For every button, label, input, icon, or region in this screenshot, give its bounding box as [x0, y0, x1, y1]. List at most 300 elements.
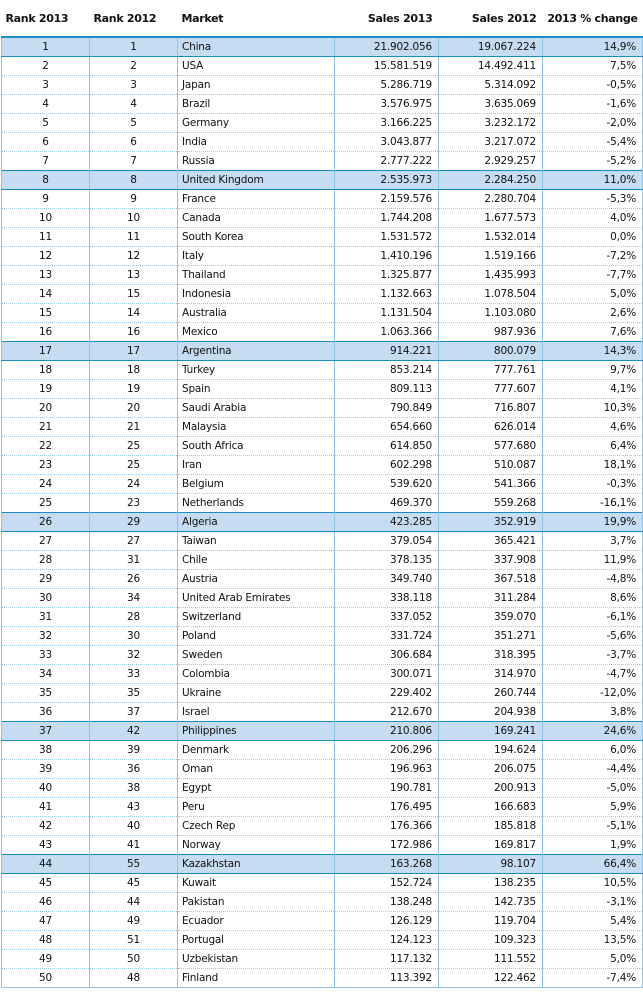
cell-pct-change: 6,4%: [543, 437, 643, 456]
cell-sales-2012: 365.421: [439, 532, 543, 551]
cell-pct-change: 7,5%: [543, 57, 643, 76]
cell-pct-change: -0,5%: [543, 76, 643, 95]
cell-sales-2013: 349.740: [335, 570, 439, 589]
cell-sales-2012: 3.232.172: [439, 114, 543, 133]
cell-market: Kuwait: [178, 874, 335, 893]
cell-rank-2013: 11: [2, 228, 90, 247]
cell-sales-2012: 14.492.411: [439, 57, 543, 76]
table-row: [2, 589, 643, 608]
header-sales-2013: Sales 2013: [335, 0, 439, 37]
cell-pct-change: 4,0%: [543, 209, 643, 228]
table-row: [2, 950, 643, 969]
table-row: [2, 342, 643, 361]
cell-sales-2012: 119.704: [439, 912, 543, 931]
cell-pct-change: 11,0%: [543, 171, 643, 190]
cell-sales-2012: 1.435.993: [439, 266, 543, 285]
cell-sales-2012: 166.683: [439, 798, 543, 817]
cell-sales-2013: 113.392: [335, 969, 439, 988]
cell-pct-change: -5,2%: [543, 152, 643, 171]
table-row: [2, 741, 643, 760]
cell-sales-2013: 206.296: [335, 741, 439, 760]
cell-rank-2012: 28: [90, 608, 178, 627]
cell-market: Colombia: [178, 665, 335, 684]
cell-sales-2012: 2.280.704: [439, 190, 543, 209]
cell-market: Argentina: [178, 342, 335, 361]
cell-rank-2013: 46: [2, 893, 90, 912]
cell-rank-2013: 17: [2, 342, 90, 361]
cell-rank-2012: 37: [90, 703, 178, 722]
cell-pct-change: -5,6%: [543, 627, 643, 646]
cell-sales-2013: 853.214: [335, 361, 439, 380]
cell-rank-2013: 1: [2, 37, 90, 57]
cell-rank-2013: 41: [2, 798, 90, 817]
cell-sales-2013: 1.531.572: [335, 228, 439, 247]
cell-rank-2012: 34: [90, 589, 178, 608]
table-row: [2, 722, 643, 741]
cell-pct-change: 3,8%: [543, 703, 643, 722]
table-row: [2, 114, 643, 133]
cell-pct-change: -1,6%: [543, 95, 643, 114]
cell-pct-change: 24,6%: [543, 722, 643, 741]
table-body: [2, 37, 643, 988]
cell-sales-2013: 338.118: [335, 589, 439, 608]
cell-pct-change: -7,2%: [543, 247, 643, 266]
cell-rank-2012: 51: [90, 931, 178, 950]
cell-pct-change: 11,9%: [543, 551, 643, 570]
cell-pct-change: -5,3%: [543, 190, 643, 209]
cell-sales-2013: 790.849: [335, 399, 439, 418]
table-row: [2, 228, 643, 247]
cell-market: Canada: [178, 209, 335, 228]
cell-rank-2013: 3: [2, 76, 90, 95]
cell-rank-2013: 19: [2, 380, 90, 399]
cell-market: Belgium: [178, 475, 335, 494]
cell-sales-2013: 1.131.504: [335, 304, 439, 323]
cell-rank-2012: 42: [90, 722, 178, 741]
cell-market: United Kingdom: [178, 171, 335, 190]
cell-rank-2012: 25: [90, 456, 178, 475]
cell-pct-change: 5,9%: [543, 798, 643, 817]
cell-rank-2012: 12: [90, 247, 178, 266]
cell-pct-change: 1,9%: [543, 836, 643, 855]
cell-pct-change: -7,7%: [543, 266, 643, 285]
cell-pct-change: 13,5%: [543, 931, 643, 950]
cell-sales-2013: 5.286.719: [335, 76, 439, 95]
cell-market: France: [178, 190, 335, 209]
cell-sales-2013: 1.744.208: [335, 209, 439, 228]
cell-rank-2013: 18: [2, 361, 90, 380]
cell-rank-2013: 2: [2, 57, 90, 76]
cell-sales-2013: 190.781: [335, 779, 439, 798]
cell-pct-change: 10,5%: [543, 874, 643, 893]
cell-rank-2012: 26: [90, 570, 178, 589]
cell-market: Oman: [178, 760, 335, 779]
cell-rank-2013: 36: [2, 703, 90, 722]
cell-market: Kazakhstan: [178, 855, 335, 874]
cell-pct-change: -4,8%: [543, 570, 643, 589]
cell-sales-2012: 716.807: [439, 399, 543, 418]
cell-rank-2012: 10: [90, 209, 178, 228]
cell-sales-2012: 138.235: [439, 874, 543, 893]
cell-market: Denmark: [178, 741, 335, 760]
table-row: [2, 532, 643, 551]
cell-rank-2013: 45: [2, 874, 90, 893]
header-rank-2013: Rank 2013: [2, 0, 90, 37]
cell-sales-2013: 469.370: [335, 494, 439, 513]
cell-market: Ukraine: [178, 684, 335, 703]
cell-sales-2012: 169.241: [439, 722, 543, 741]
cell-rank-2012: 44: [90, 893, 178, 912]
cell-market: Thailand: [178, 266, 335, 285]
cell-pct-change: 5,0%: [543, 285, 643, 304]
cell-sales-2012: 19.067.224: [439, 37, 543, 57]
cell-rank-2012: 45: [90, 874, 178, 893]
cell-pct-change: -3,1%: [543, 893, 643, 912]
cell-rank-2013: 29: [2, 570, 90, 589]
cell-market: Australia: [178, 304, 335, 323]
table-row: [2, 760, 643, 779]
cell-sales-2013: 602.298: [335, 456, 439, 475]
cell-market: Egypt: [178, 779, 335, 798]
cell-rank-2012: 2: [90, 57, 178, 76]
cell-market: Spain: [178, 380, 335, 399]
table-row: [2, 551, 643, 570]
cell-market: Austria: [178, 570, 335, 589]
cell-rank-2012: 19: [90, 380, 178, 399]
table-row: [2, 57, 643, 76]
cell-rank-2013: 40: [2, 779, 90, 798]
cell-sales-2012: 1.078.504: [439, 285, 543, 304]
cell-sales-2013: 229.402: [335, 684, 439, 703]
cell-pct-change: 14,3%: [543, 342, 643, 361]
cell-sales-2013: 163.268: [335, 855, 439, 874]
table-row: [2, 380, 643, 399]
cell-sales-2013: 331.724: [335, 627, 439, 646]
cell-sales-2013: 172.986: [335, 836, 439, 855]
cell-sales-2013: 1.132.663: [335, 285, 439, 304]
cell-pct-change: -5,0%: [543, 779, 643, 798]
cell-sales-2013: 15.581.519: [335, 57, 439, 76]
table-row: [2, 152, 643, 171]
cell-sales-2013: 196.963: [335, 760, 439, 779]
cell-rank-2012: 31: [90, 551, 178, 570]
table-row: [2, 171, 643, 190]
cell-sales-2013: 126.129: [335, 912, 439, 931]
cell-market: Taiwan: [178, 532, 335, 551]
cell-sales-2012: 314.970: [439, 665, 543, 684]
cell-rank-2013: 24: [2, 475, 90, 494]
cell-pct-change: -5,4%: [543, 133, 643, 152]
cell-sales-2013: 210.806: [335, 722, 439, 741]
cell-rank-2012: 36: [90, 760, 178, 779]
table-row: [2, 817, 643, 836]
cell-sales-2013: 539.620: [335, 475, 439, 494]
cell-sales-2013: 21.902.056: [335, 37, 439, 57]
cell-sales-2012: 260.744: [439, 684, 543, 703]
cell-rank-2013: 42: [2, 817, 90, 836]
cell-rank-2012: 7: [90, 152, 178, 171]
cell-market: Brazil: [178, 95, 335, 114]
cell-rank-2012: 11: [90, 228, 178, 247]
cell-market: Finland: [178, 969, 335, 988]
cell-market: Norway: [178, 836, 335, 855]
cell-sales-2013: 176.495: [335, 798, 439, 817]
cell-rank-2012: 15: [90, 285, 178, 304]
cell-market: Sweden: [178, 646, 335, 665]
cell-rank-2013: 7: [2, 152, 90, 171]
cell-rank-2012: 38: [90, 779, 178, 798]
table-row: [2, 855, 643, 874]
cell-rank-2013: 35: [2, 684, 90, 703]
cell-rank-2012: 49: [90, 912, 178, 931]
cell-market: Turkey: [178, 361, 335, 380]
cell-sales-2012: 3.217.072: [439, 133, 543, 152]
cell-rank-2013: 21: [2, 418, 90, 437]
table-row: [2, 608, 643, 627]
cell-pct-change: 0,0%: [543, 228, 643, 247]
cell-rank-2012: 4: [90, 95, 178, 114]
table-row: [2, 627, 643, 646]
cell-sales-2013: 212.670: [335, 703, 439, 722]
cell-rank-2013: 47: [2, 912, 90, 931]
cell-rank-2013: 43: [2, 836, 90, 855]
cell-sales-2013: 2.777.222: [335, 152, 439, 171]
cell-market: India: [178, 133, 335, 152]
cell-sales-2013: 1.063.366: [335, 323, 439, 342]
cell-market: Portugal: [178, 931, 335, 950]
cell-sales-2012: 626.014: [439, 418, 543, 437]
cell-rank-2012: 48: [90, 969, 178, 988]
cell-sales-2012: 122.462: [439, 969, 543, 988]
cell-rank-2012: 13: [90, 266, 178, 285]
table-row: [2, 475, 643, 494]
cell-rank-2012: 41: [90, 836, 178, 855]
cell-market: South Africa: [178, 437, 335, 456]
cell-pct-change: -3,7%: [543, 646, 643, 665]
cell-rank-2013: 31: [2, 608, 90, 627]
cell-rank-2013: 6: [2, 133, 90, 152]
cell-sales-2012: 1.519.166: [439, 247, 543, 266]
cell-rank-2013: 37: [2, 722, 90, 741]
cell-rank-2013: 28: [2, 551, 90, 570]
cell-rank-2012: 16: [90, 323, 178, 342]
cell-rank-2013: 9: [2, 190, 90, 209]
cell-sales-2013: 423.285: [335, 513, 439, 532]
cell-sales-2012: 359.070: [439, 608, 543, 627]
cell-rank-2013: 14: [2, 285, 90, 304]
cell-market: Ecuador: [178, 912, 335, 931]
table-row: [2, 703, 643, 722]
cell-pct-change: 14,9%: [543, 37, 643, 57]
cell-pct-change: 6,0%: [543, 741, 643, 760]
cell-sales-2012: 200.913: [439, 779, 543, 798]
cell-market: United Arab Emirates: [178, 589, 335, 608]
cell-rank-2012: 9: [90, 190, 178, 209]
cell-sales-2012: 559.268: [439, 494, 543, 513]
cell-market: Philippines: [178, 722, 335, 741]
cell-sales-2013: 914.221: [335, 342, 439, 361]
cell-rank-2012: 17: [90, 342, 178, 361]
cell-market: Indonesia: [178, 285, 335, 304]
cell-sales-2012: 2.284.250: [439, 171, 543, 190]
cell-sales-2013: 378.135: [335, 551, 439, 570]
cell-sales-2013: 1.410.196: [335, 247, 439, 266]
table-row: [2, 361, 643, 380]
cell-sales-2012: 109.323: [439, 931, 543, 950]
cell-sales-2012: 318.395: [439, 646, 543, 665]
table-row: [2, 399, 643, 418]
cell-sales-2012: 194.624: [439, 741, 543, 760]
cell-rank-2012: 32: [90, 646, 178, 665]
cell-sales-2013: 654.660: [335, 418, 439, 437]
header-market: Market: [178, 0, 335, 37]
table-row: [2, 570, 643, 589]
cell-rank-2013: 27: [2, 532, 90, 551]
cell-rank-2012: 29: [90, 513, 178, 532]
cell-sales-2013: 176.366: [335, 817, 439, 836]
cell-market: Chile: [178, 551, 335, 570]
cell-rank-2012: 40: [90, 817, 178, 836]
table-row: [2, 247, 643, 266]
cell-rank-2012: 3: [90, 76, 178, 95]
cell-rank-2013: 25: [2, 494, 90, 513]
cell-sales-2012: 800.079: [439, 342, 543, 361]
cell-market: Iran: [178, 456, 335, 475]
cell-rank-2013: 50: [2, 969, 90, 988]
cell-pct-change: -4,4%: [543, 760, 643, 779]
cell-market: Peru: [178, 798, 335, 817]
cell-rank-2013: 5: [2, 114, 90, 133]
cell-rank-2013: 38: [2, 741, 90, 760]
table-row: [2, 133, 643, 152]
cell-rank-2013: 12: [2, 247, 90, 266]
table-row: [2, 266, 643, 285]
table-row: [2, 190, 643, 209]
cell-sales-2013: 306.684: [335, 646, 439, 665]
cell-rank-2012: 14: [90, 304, 178, 323]
cell-rank-2013: 13: [2, 266, 90, 285]
cell-pct-change: -5,1%: [543, 817, 643, 836]
cell-sales-2012: 352.919: [439, 513, 543, 532]
cell-pct-change: 3,7%: [543, 532, 643, 551]
table-row: [2, 456, 643, 475]
cell-rank-2013: 20: [2, 399, 90, 418]
table-row: [2, 209, 643, 228]
cell-sales-2013: 300.071: [335, 665, 439, 684]
cell-rank-2013: 16: [2, 323, 90, 342]
cell-sales-2012: 111.552: [439, 950, 543, 969]
cell-rank-2013: 4: [2, 95, 90, 114]
cell-sales-2012: 1.532.014: [439, 228, 543, 247]
cell-market: USA: [178, 57, 335, 76]
header-sales-2012: Sales 2012: [439, 0, 543, 37]
cell-rank-2012: 5: [90, 114, 178, 133]
cell-market: China: [178, 37, 335, 57]
cell-sales-2012: 2.929.257: [439, 152, 543, 171]
cell-rank-2013: 30: [2, 589, 90, 608]
cell-sales-2013: 3.043.877: [335, 133, 439, 152]
table-row: [2, 836, 643, 855]
cell-rank-2013: 34: [2, 665, 90, 684]
table-row: [2, 912, 643, 931]
cell-market: Israel: [178, 703, 335, 722]
cell-sales-2012: 311.284: [439, 589, 543, 608]
cell-pct-change: 5,0%: [543, 950, 643, 969]
cell-pct-change: 5,4%: [543, 912, 643, 931]
cell-sales-2012: 577.680: [439, 437, 543, 456]
cell-market: Mexico: [178, 323, 335, 342]
cell-sales-2012: 510.087: [439, 456, 543, 475]
header-row: [2, 0, 643, 37]
table-row: [2, 969, 643, 988]
cell-sales-2013: 337.052: [335, 608, 439, 627]
cell-pct-change: -0,3%: [543, 475, 643, 494]
cell-rank-2013: 26: [2, 513, 90, 532]
cell-rank-2012: 20: [90, 399, 178, 418]
cell-pct-change: 8,6%: [543, 589, 643, 608]
table-row: [2, 285, 643, 304]
cell-pct-change: 18,1%: [543, 456, 643, 475]
cell-market: Russia: [178, 152, 335, 171]
table-row: [2, 95, 643, 114]
cell-market: Czech Rep: [178, 817, 335, 836]
cell-pct-change: 10,3%: [543, 399, 643, 418]
cell-sales-2013: 2.159.576: [335, 190, 439, 209]
cell-rank-2012: 8: [90, 171, 178, 190]
cell-sales-2012: 206.075: [439, 760, 543, 779]
cell-sales-2012: 1.103.080: [439, 304, 543, 323]
cell-sales-2013: 138.248: [335, 893, 439, 912]
cell-market: Italy: [178, 247, 335, 266]
table-row: [2, 494, 643, 513]
cell-rank-2013: 22: [2, 437, 90, 456]
cell-rank-2012: 1: [90, 37, 178, 57]
cell-rank-2012: 25: [90, 437, 178, 456]
cell-rank-2013: 23: [2, 456, 90, 475]
cell-sales-2013: 124.123: [335, 931, 439, 950]
cell-rank-2012: 21: [90, 418, 178, 437]
cell-rank-2013: 8: [2, 171, 90, 190]
cell-sales-2013: 809.113: [335, 380, 439, 399]
table-row: [2, 684, 643, 703]
table-row: [2, 513, 643, 532]
cell-market: Germany: [178, 114, 335, 133]
cell-sales-2012: 541.366: [439, 475, 543, 494]
cell-rank-2013: 48: [2, 931, 90, 950]
cell-pct-change: -6,1%: [543, 608, 643, 627]
cell-pct-change: -2,0%: [543, 114, 643, 133]
cell-sales-2013: 117.132: [335, 950, 439, 969]
cell-market: South Korea: [178, 228, 335, 247]
table-row: [2, 798, 643, 817]
cell-rank-2012: 55: [90, 855, 178, 874]
cell-rank-2013: 10: [2, 209, 90, 228]
table-row: [2, 304, 643, 323]
cell-market: Malaysia: [178, 418, 335, 437]
cell-rank-2013: 39: [2, 760, 90, 779]
cell-pct-change: 7,6%: [543, 323, 643, 342]
cell-market: Algeria: [178, 513, 335, 532]
cell-market: Uzbekistan: [178, 950, 335, 969]
table-row: [2, 437, 643, 456]
cell-sales-2013: 3.166.225: [335, 114, 439, 133]
table-row: [2, 76, 643, 95]
cell-market: Pakistan: [178, 893, 335, 912]
cell-sales-2012: 5.314.092: [439, 76, 543, 95]
cell-market: Poland: [178, 627, 335, 646]
cell-rank-2012: 30: [90, 627, 178, 646]
cell-sales-2012: 987.936: [439, 323, 543, 342]
